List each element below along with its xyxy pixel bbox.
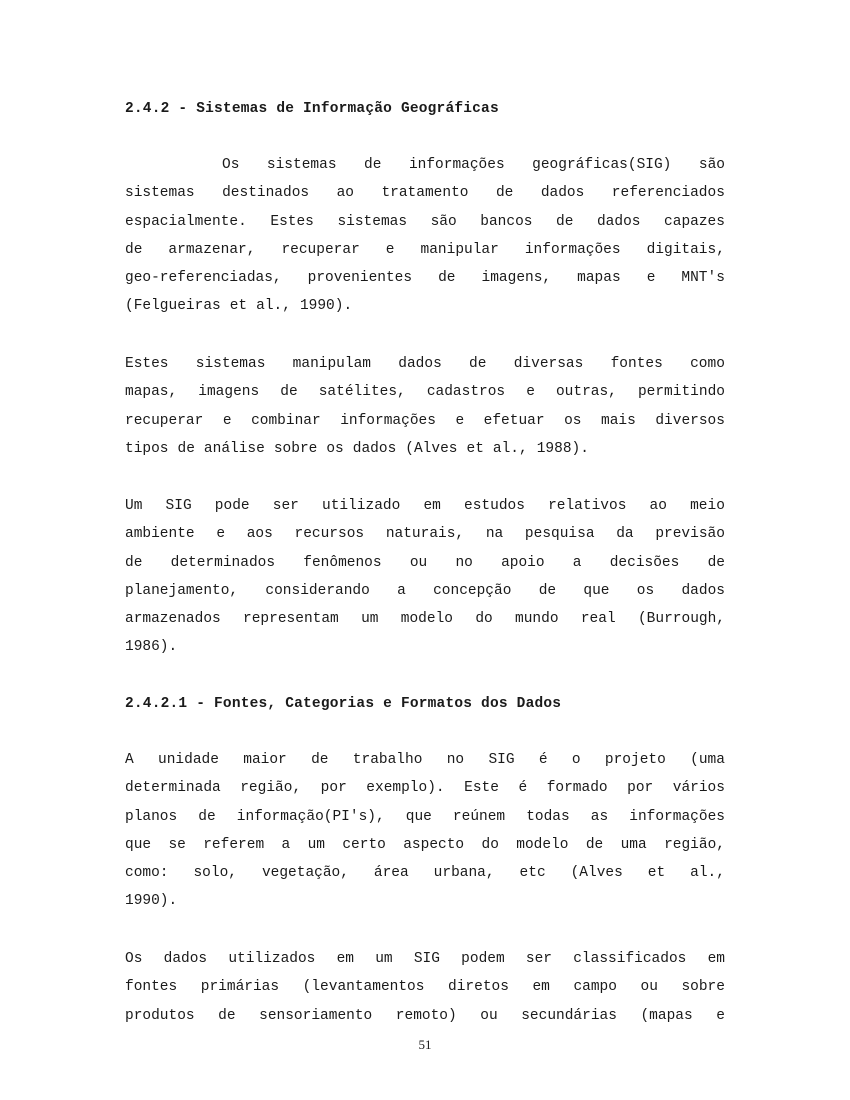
- text-line: fontes primárias (levantamentos diretos em campo ou sobre: [125, 979, 725, 996]
- text-line: 1986).: [125, 639, 178, 656]
- paragraph-2: [125, 350, 725, 463]
- text-line: geo-referenciadas, provenientes de imagens, mapas e MNT's: [125, 270, 725, 287]
- paragraph-5: [125, 945, 725, 1030]
- text-line: mapas, imagens de satélites, cadastros e outras, permitindo: [125, 384, 725, 401]
- text-line: tipos de análise sobre os dados (Alves et al., 1988).: [125, 440, 589, 457]
- section-heading: 2.4.2 - Sistemas de Informação Geográficas: [125, 101, 499, 117]
- text-line: A unidade maior de trabalho no SIG é o projeto (uma: [125, 752, 725, 768]
- subsection-heading: 2.4.2.1 - Fontes, Categorias e Formatos dos Dados: [125, 696, 562, 712]
- text-line: Os sistemas de informações geográficas(SIG) são: [222, 157, 725, 173]
- text-line: armazenados representam um modelo do mundo real (Burrough,: [125, 611, 725, 628]
- text-line: (Felgueiras et al., 1990).: [125, 298, 353, 315]
- paragraph-1: [125, 151, 725, 321]
- text-line: Um SIG pode ser utilizado em estudos relativos ao meio: [125, 498, 725, 514]
- text-line: 1990).: [125, 893, 178, 910]
- text-line: como: solo, vegetação, área urbana, etc (Alves et al.,: [125, 865, 725, 882]
- text-line: produtos de sensoriamento remoto) ou secundárias (mapas e: [125, 1007, 725, 1024]
- text-line: Os dados utilizados em um SIG podem ser classificados em: [125, 951, 725, 967]
- text-line: recuperar e combinar informações e efetuar os mais diversos: [125, 412, 725, 429]
- paragraph-3: [125, 492, 725, 662]
- paragraph-4: [125, 746, 725, 916]
- text-line: espacialmente. Estes sistemas são bancos de dados capazes: [125, 213, 725, 230]
- text-line: que se referem a um certo aspecto do modelo de uma região,: [125, 836, 725, 853]
- text-line: Estes sistemas manipulam dados de diversas fontes como: [125, 356, 725, 372]
- text-line: de armazenar, recuperar e manipular informações digitais,: [125, 241, 725, 258]
- text-line: de determinados fenômenos ou no apoio a decisões de: [125, 554, 725, 571]
- text-line: sistemas destinados ao tratamento de dados referenciados: [125, 185, 725, 202]
- text-line: ambiente e aos recursos naturais, na pesquisa da previsão: [125, 526, 725, 543]
- text-line: planos de informação(PI's), que reúnem todas as informações: [125, 808, 725, 825]
- text-line: determinada região, por exemplo). Este é formado por vários: [125, 780, 725, 797]
- text-line: planejamento, considerando a concepção de que os dados: [125, 582, 725, 599]
- page-number: 51: [418, 1037, 432, 1052]
